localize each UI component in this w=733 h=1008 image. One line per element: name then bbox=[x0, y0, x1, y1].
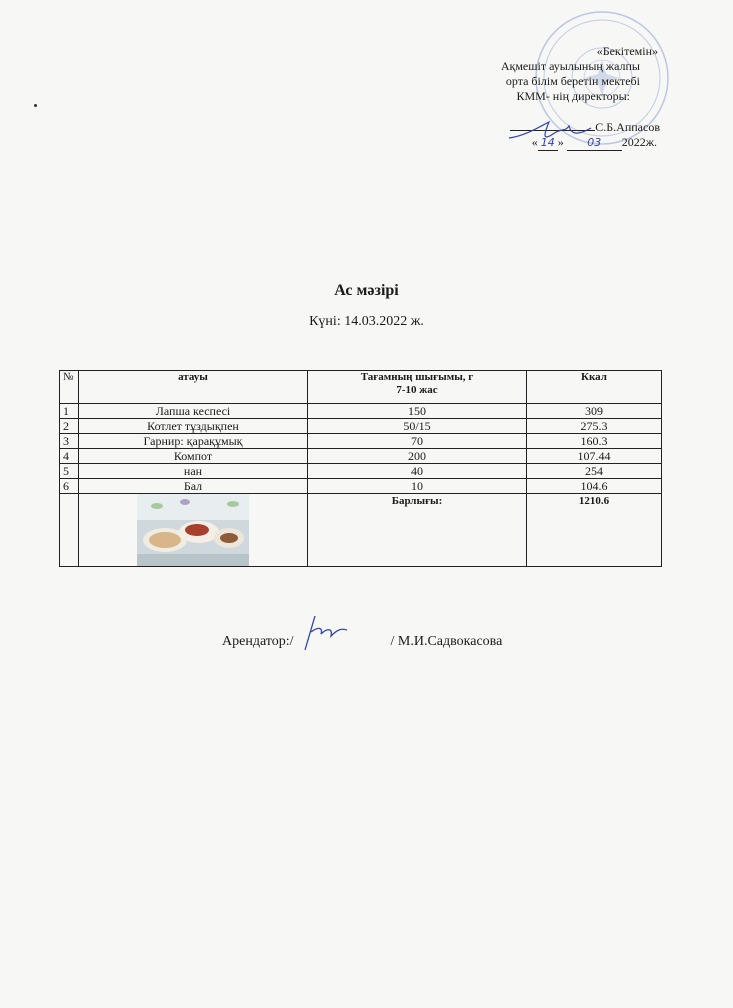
row-kcal: 104.6 bbox=[527, 479, 662, 494]
row-no: 3 bbox=[60, 434, 79, 449]
meal-photo-cell bbox=[79, 494, 308, 567]
row-name: Бал bbox=[79, 479, 308, 494]
row-weight: 50/15 bbox=[308, 419, 527, 434]
row-weight: 200 bbox=[308, 449, 527, 464]
approval-year: 2022ж. bbox=[621, 135, 657, 149]
row-name: Лапша кеспесі bbox=[79, 404, 308, 419]
table-row bbox=[60, 404, 662, 419]
row-weight: 70 bbox=[308, 434, 527, 449]
row-no: 5 bbox=[60, 464, 79, 479]
header-weight-line1: Тағамның шығымы, г bbox=[360, 371, 474, 383]
speck bbox=[34, 104, 37, 107]
total-kcal: 1210.6 bbox=[527, 494, 662, 567]
row-no: 4 bbox=[60, 449, 79, 464]
approval-line-1: Ақмешіт ауылының жалпы bbox=[500, 59, 640, 73]
document-date: Күні: 14.03.2022 ж. bbox=[309, 314, 424, 329]
row-weight: 10 bbox=[308, 479, 527, 494]
table-row bbox=[60, 479, 662, 494]
meal-photo bbox=[137, 494, 249, 566]
header-weight-line2: 7-10 жас bbox=[396, 384, 438, 396]
total-label: Барлығы: bbox=[308, 494, 527, 567]
row-kcal: 275.3 bbox=[527, 419, 662, 434]
header-weight bbox=[308, 371, 527, 404]
menu-table bbox=[59, 370, 662, 567]
approval-month: 03 bbox=[567, 135, 622, 151]
row-kcal: 160.3 bbox=[527, 434, 662, 449]
approval-date-row: « 14 » 03 2022ж. bbox=[531, 135, 657, 149]
director-name: С.Б.Аппасов bbox=[595, 120, 660, 134]
table-row bbox=[60, 419, 662, 434]
header-name: атауы bbox=[79, 371, 308, 404]
approval-line-2: орта білім беретін мектебі bbox=[505, 74, 640, 88]
table-row bbox=[60, 464, 662, 479]
table-row bbox=[60, 449, 662, 464]
document-title: Ас мәзірі bbox=[334, 282, 399, 299]
header-no: № bbox=[60, 371, 79, 404]
row-no: 2 bbox=[60, 419, 79, 434]
tenant-name: / М.И.Садвокасова bbox=[390, 634, 503, 650]
approval-heading: «Бекітемін» bbox=[596, 44, 658, 58]
tenant-signature-row bbox=[222, 632, 502, 652]
row-kcal: 309 bbox=[527, 404, 662, 419]
row-name: Компот bbox=[79, 449, 308, 464]
approval-day: 14 bbox=[538, 135, 558, 151]
row-name: Гарнир: қарақұмық bbox=[79, 434, 308, 449]
tenant-signature-area bbox=[297, 632, 387, 652]
row-kcal: 107.44 bbox=[527, 449, 662, 464]
tenant-label: Арендатор:/ bbox=[222, 634, 294, 650]
header-kcal: Ккал bbox=[527, 371, 662, 404]
row-weight: 40 bbox=[308, 464, 527, 479]
row-name: Котлет тұздықпен bbox=[79, 419, 308, 434]
row-name: нан bbox=[79, 464, 308, 479]
row-no: 1 bbox=[60, 404, 79, 419]
table-row bbox=[60, 434, 662, 449]
row-no: 6 bbox=[60, 479, 79, 494]
table-header-row bbox=[60, 371, 662, 404]
total-empty-cell bbox=[60, 494, 79, 567]
row-kcal: 254 bbox=[527, 464, 662, 479]
total-row bbox=[60, 494, 662, 567]
approval-line-3: КММ- нің директоры: bbox=[516, 89, 630, 103]
row-weight: 150 bbox=[308, 404, 527, 419]
tenant-signature-icon bbox=[301, 614, 353, 654]
director-signature-icon bbox=[505, 112, 595, 148]
